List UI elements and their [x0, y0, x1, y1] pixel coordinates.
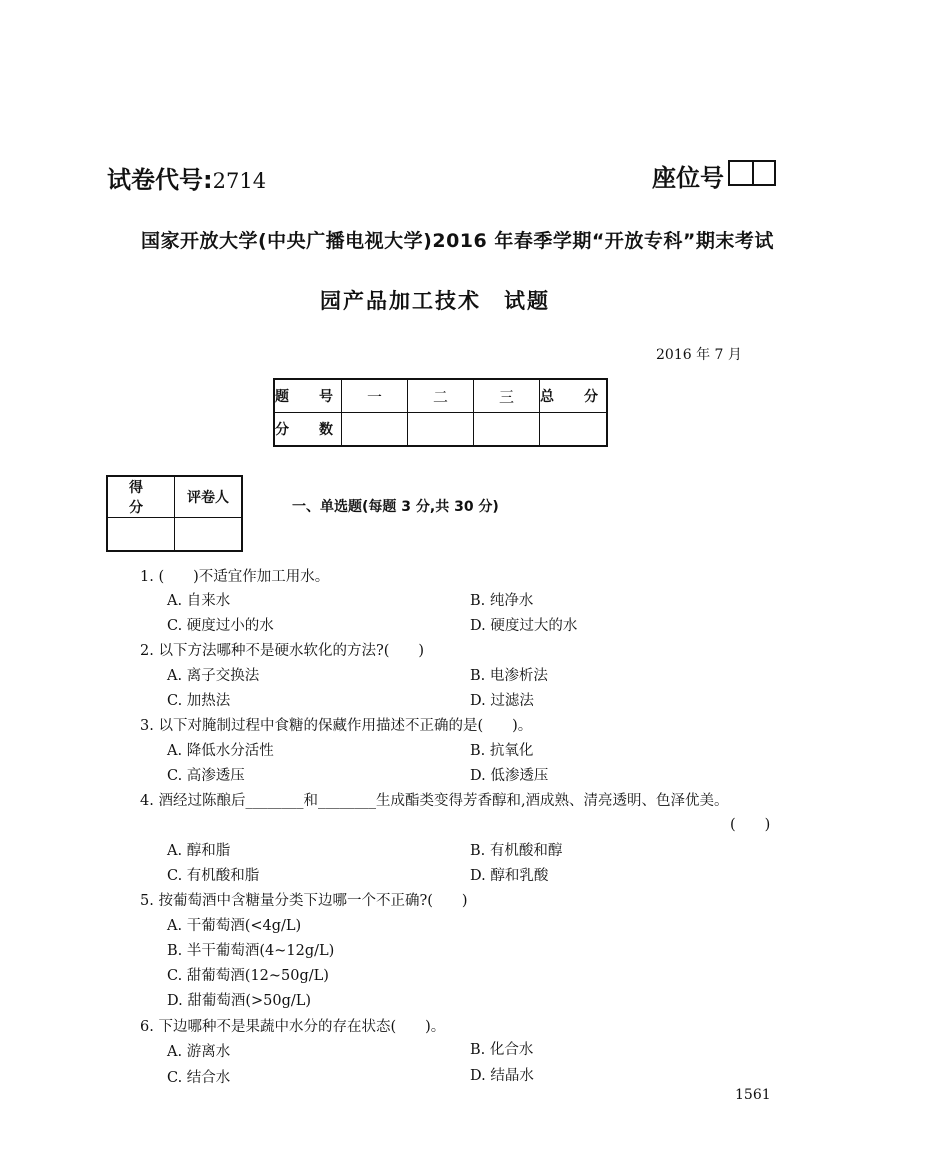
- option-c: C. 结合水: [167, 1070, 231, 1086]
- option-c: C. 高渗透压: [167, 768, 245, 784]
- grader-table: [106, 475, 243, 552]
- grader-empty-cell: [107, 518, 175, 552]
- paper-code-label: 试卷代号:: [107, 166, 213, 194]
- section-title: 一、单选题(每题 3 分,共 30 分): [292, 499, 499, 515]
- option-b: B. 半干葡萄酒(4~12g/L): [167, 943, 335, 959]
- exam-title: 园产品加工技术 试题: [320, 289, 550, 313]
- option-d: D. 低渗透压: [470, 768, 549, 784]
- score-table-cell: 总 分: [540, 379, 608, 413]
- question-stem: 6. 下边哪种不是果蔬中水分的存在状态( )。: [140, 1019, 446, 1035]
- seat-number-label: 座位号: [652, 164, 724, 192]
- question-stem: 4. 酒经过陈酿后________和________生成酯类变得芳香醇和,酒成熟、清亮透明、色泽优美。: [140, 793, 729, 809]
- score-table-cell: 三: [474, 379, 540, 413]
- option-a: A. 降低水分活性: [167, 743, 274, 759]
- grader-table-header-row: [107, 476, 242, 518]
- option-b: B. 化合水: [470, 1042, 534, 1058]
- option-a: A. 醇和脂: [167, 843, 231, 859]
- option-d: D. 甜葡萄酒(>50g/L): [167, 993, 312, 1009]
- question-stem: 2. 以下方法哪种不是硬水软化的方法?( ): [140, 643, 425, 659]
- score-table-cell: 二: [408, 379, 474, 413]
- option-a: A. 自来水: [167, 593, 231, 609]
- option-a: A. 游离水: [167, 1044, 231, 1060]
- option-b: B. 纯净水: [470, 593, 534, 609]
- score-table-empty-cell: [342, 413, 408, 447]
- option-b: B. 电渗析法: [470, 668, 548, 684]
- score-table-empty-cell: [408, 413, 474, 447]
- grader-score-label: 得 分: [107, 476, 175, 518]
- option-c: C. 加热法: [167, 693, 231, 709]
- option-c: C. 有机酸和脂: [167, 868, 260, 884]
- grader-empty-cell: [175, 518, 243, 552]
- option-b: B. 抗氧化: [470, 743, 534, 759]
- score-table: [273, 378, 608, 447]
- question-stem: 5. 按葡萄酒中含糖量分类下边哪一个不正确?( ): [140, 893, 468, 909]
- option-a: A. 离子交换法: [167, 668, 260, 684]
- score-table-cell: 一: [342, 379, 408, 413]
- option-d: D. 结晶水: [470, 1068, 534, 1084]
- score-table-empty-cell: [540, 413, 608, 447]
- score-table-header-row: [274, 379, 607, 413]
- grader-name-label: 评卷人: [175, 476, 243, 518]
- score-table-empty-cell: [474, 413, 540, 447]
- grader-table-empty-row: [107, 518, 242, 552]
- paper-code-number: 2714: [212, 169, 267, 193]
- page-number: 1561: [735, 1087, 771, 1103]
- option-d: D. 硬度过大的水: [470, 618, 578, 634]
- paper-code: [107, 160, 266, 195]
- score-table-cell: 题 号: [274, 379, 342, 413]
- question-stem: 3. 以下对腌制过程中食糖的保藏作用描述不正确的是( )。: [140, 718, 533, 734]
- exam-subtitle: 国家开放大学(中央广播电视大学)2016 年春季学期“开放专科”期末考试: [141, 230, 774, 252]
- option-c: C. 甜葡萄酒(12~50g/L): [167, 968, 329, 984]
- answer-parentheses: ( ): [730, 817, 771, 833]
- option-a: A. 干葡萄酒(<4g/L): [167, 918, 302, 934]
- option-c: C. 硬度过小的水: [167, 618, 274, 634]
- option-d: D. 过滤法: [470, 693, 534, 709]
- question-stem: 1. ( )不适宜作加工用水。: [140, 569, 330, 585]
- option-d: D. 醇和乳酸: [470, 868, 549, 884]
- score-table-score-row: [274, 413, 607, 447]
- exam-date: 2016 年 7 月: [656, 347, 742, 363]
- option-b: B. 有机酸和醇: [470, 843, 563, 859]
- score-table-cell: 分 数: [274, 413, 342, 447]
- seat-number-box: [728, 160, 776, 186]
